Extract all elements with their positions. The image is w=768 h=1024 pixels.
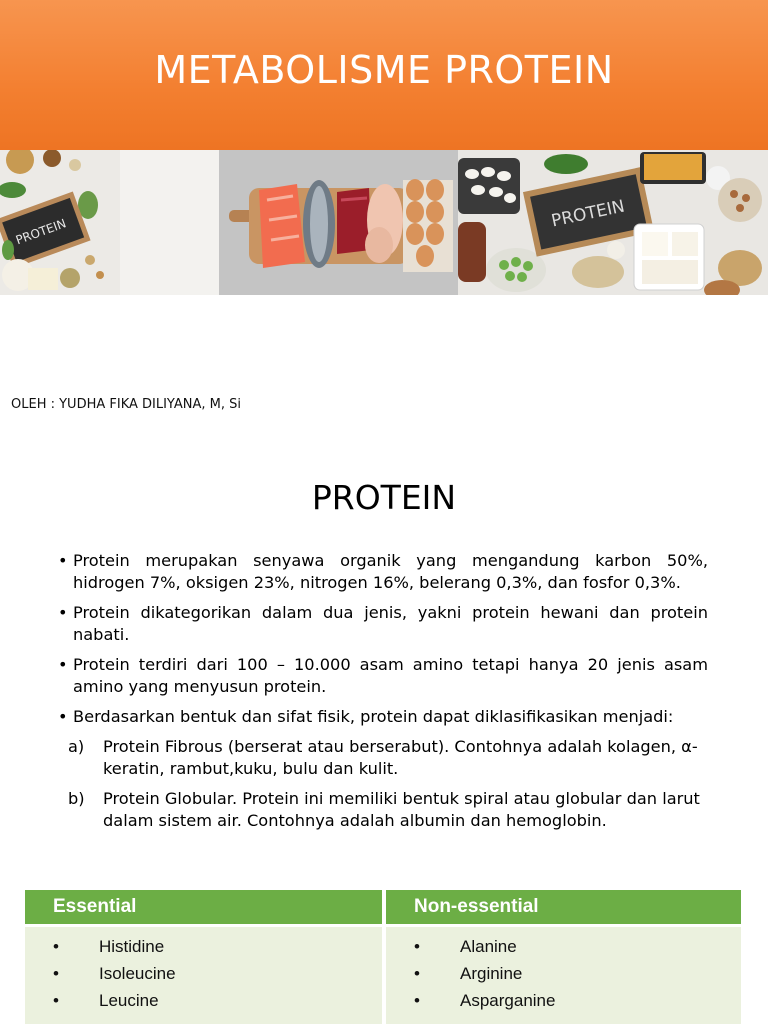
board-label-2: PROTEIN [549, 196, 627, 232]
bullet-item [58, 602, 708, 646]
amino-acid-name: Leucine [99, 991, 159, 1010]
bullet-marker: • [58, 655, 68, 674]
essential-header: Essential [25, 890, 382, 927]
bullet-marker: • [414, 937, 420, 956]
sub-text: Protein Fibrous (berserat atau berserabut). Contohnya adalah kolagen, α-keratin, rambut,kuku, bulu dan kulit. [103, 737, 698, 778]
sub-marker: b) [68, 789, 85, 808]
bullet-marker: • [414, 964, 420, 983]
essential-list [25, 927, 382, 1014]
essential-column [25, 890, 382, 1024]
amino-acid-name: Asparganine [460, 991, 556, 1010]
bullet-marker: • [53, 991, 59, 1010]
amino-acid-name: Arginine [460, 964, 523, 983]
bullet-marker: • [58, 551, 68, 570]
bullet-marker: • [53, 964, 59, 983]
protein-slide [0, 440, 768, 880]
photo-strip [0, 150, 768, 295]
meat-fish-eggs-photo [219, 150, 458, 295]
amino-acid-table [25, 890, 741, 1024]
slide-heading: PROTEIN [311, 478, 457, 517]
bullet-marker: • [58, 603, 68, 622]
bullet-text: Protein merupakan senyawa organik yang mengandung karbon 50%, hidrogen 7%, oksigen 23%, nitrogen 16%, belerang 0,3%, dan fosfor 0,3%. [73, 551, 708, 592]
list-item [386, 933, 741, 960]
list-item [386, 960, 741, 987]
sub-text: Protein Globular. Protein ini memiliki bentuk spiral atau globular dan larut dalam sistem air. Contohnya adalah albumin dan hemoglobin. [103, 789, 700, 830]
sub-item [68, 736, 708, 780]
nonessential-header: Non-essential [386, 890, 741, 927]
bullet-item [58, 706, 708, 728]
bullet-marker: • [58, 707, 68, 726]
amino-acid-name: Histidine [99, 937, 165, 956]
sub-item [68, 788, 708, 832]
amino-acid-name: Isoleucine [99, 964, 176, 983]
bullet-list [58, 550, 708, 840]
bullet-text: Protein terdiri dari 100 – 10.000 asam amino tetapi hanya 20 jenis asam amino yang menyusun protein. [73, 655, 708, 696]
nonessential-list [386, 927, 741, 1014]
nonessential-column [386, 890, 741, 1024]
author-line: OLEH : YUDHA FIKA DILIYANA, M, Si [11, 397, 241, 412]
sub-marker: a) [68, 737, 85, 756]
board-label: PROTEIN [13, 216, 68, 248]
title-slide [0, 0, 768, 440]
amino-acid-slide [0, 880, 768, 1024]
slide-title: METABOLISME PROTEIN [154, 48, 614, 92]
title-banner [0, 0, 768, 150]
bullet-text: Protein dikategorikan dalam dua jenis, yakni protein hewani dan protein nabati. [73, 603, 708, 644]
amino-acid-name: Alanine [460, 937, 517, 956]
list-item [25, 960, 382, 987]
list-item [25, 933, 382, 960]
bullet-text: Berdasarkan bentuk dan sifat fisik, protein dapat diklasifikasikan menjadi: [73, 707, 674, 726]
bullet-item [58, 654, 708, 698]
bullet-item [58, 550, 708, 594]
bullet-marker: • [414, 991, 420, 1010]
plant-protein-photo [458, 150, 768, 295]
list-item [25, 987, 382, 1014]
list-item [386, 987, 741, 1014]
protein-board-photo [0, 150, 219, 295]
bullet-marker: • [53, 937, 59, 956]
